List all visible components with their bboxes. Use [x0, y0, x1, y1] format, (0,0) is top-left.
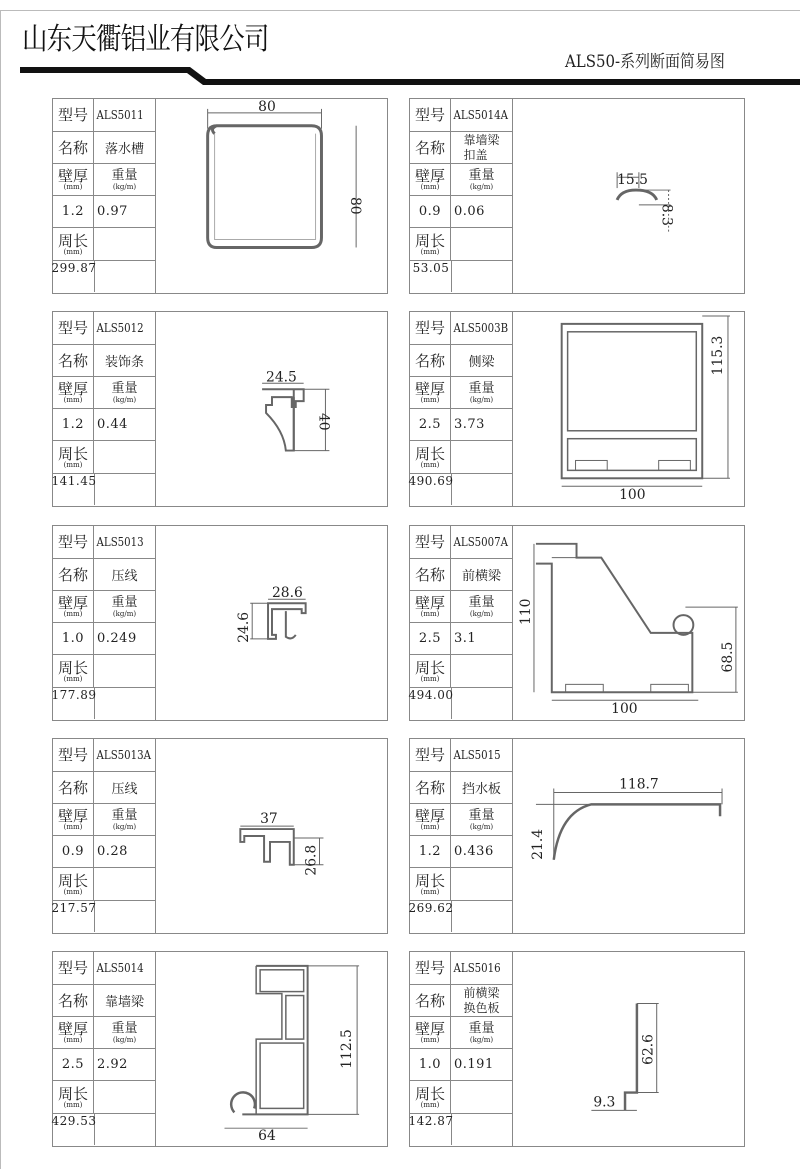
spec-row-model	[410, 739, 512, 772]
spec-row-perimeter-value	[410, 688, 512, 719]
spec-row-model	[410, 99, 512, 132]
model-value: ALS5013	[96, 535, 144, 549]
spec-row-perimeter	[410, 868, 512, 901]
profile-card-als5012	[52, 311, 388, 507]
profile-drawing	[155, 312, 387, 506]
profile-card-als5003b	[409, 311, 745, 507]
spec-row-name	[410, 132, 512, 164]
profile-card-als5007a	[409, 525, 745, 721]
thickness-label: 壁厚 (mm)	[53, 164, 94, 195]
spec-row-values	[410, 836, 512, 868]
svg-text:21.4: 21.4	[529, 828, 546, 860]
svg-text:100: 100	[611, 701, 638, 718]
perimeter-label: 周长 (mm)	[53, 868, 94, 900]
perimeter-value: 142.87	[410, 1114, 452, 1145]
spec-table	[53, 739, 156, 933]
svg-text:28.6: 28.6	[271, 585, 303, 602]
spec-row-perimeter	[53, 441, 155, 474]
spec-row-perimeter	[53, 868, 155, 901]
perimeter-label: 周长 (mm)	[410, 1081, 451, 1113]
profile-drawing	[155, 739, 387, 933]
spec-row-perimeter-value	[410, 901, 512, 932]
weight-label: 重量 (kg/m)	[468, 1021, 495, 1044]
cross-section-diagram	[512, 99, 744, 293]
spec-table	[53, 526, 156, 720]
spec-row-model	[53, 312, 155, 345]
name-value: 前横梁 换色板	[463, 985, 500, 1015]
model-value: ALS5007A	[453, 535, 509, 549]
perimeter-value: 490.69	[410, 474, 452, 505]
name-label: 名称	[53, 985, 94, 1016]
perimeter-blank	[451, 228, 512, 260]
spec-row-headers	[410, 1017, 512, 1049]
spec-table	[53, 99, 156, 293]
spec-row-name	[53, 132, 155, 164]
svg-text:15.5: 15.5	[617, 172, 648, 189]
model-label: 型号	[53, 739, 94, 771]
spec-table	[410, 526, 513, 720]
perimeter-blank	[94, 1081, 155, 1113]
spec-row-headers	[410, 164, 512, 196]
weight-label: 重量 (kg/m)	[111, 168, 138, 191]
spec-row-values	[53, 196, 155, 228]
name-label: 名称	[410, 132, 451, 163]
model-label: 型号	[410, 312, 451, 344]
perimeter-label: 周长 (mm)	[53, 441, 94, 473]
perimeter-value: 269.62	[410, 901, 452, 932]
spec-row-perimeter-value	[53, 688, 155, 719]
spec-table	[53, 952, 156, 1146]
thickness-value: 2.5	[410, 409, 451, 440]
profile-drawing	[512, 952, 744, 1146]
perimeter-value: 53.05	[410, 261, 452, 292]
name-label: 名称	[53, 772, 94, 803]
spec-row-values	[410, 623, 512, 655]
profile-card-als5014a	[409, 98, 745, 294]
spec-row-values	[410, 196, 512, 228]
cross-section-diagram	[512, 739, 744, 933]
name-value: 压线	[111, 569, 138, 584]
model-value: ALS5012	[96, 321, 144, 335]
cross-section-diagram	[155, 526, 387, 720]
spec-row-perimeter-value	[410, 1114, 512, 1145]
cross-section-diagram	[155, 312, 387, 506]
name-value: 装饰条	[104, 355, 144, 370]
spec-row-perimeter-value	[53, 474, 155, 505]
spec-row-perimeter-value	[53, 261, 155, 292]
thickness-value: 1.2	[53, 409, 94, 440]
profile-drawing	[155, 526, 387, 720]
model-value: ALS5011	[96, 108, 144, 122]
spec-row-headers	[53, 804, 155, 836]
thickness-label: 壁厚 (mm)	[410, 591, 451, 622]
perimeter-value-blank	[94, 901, 155, 932]
svg-text:115.3: 115.3	[710, 335, 727, 376]
weight-value: 0.191	[454, 1057, 494, 1072]
weight-label: 重量 (kg/m)	[468, 381, 495, 404]
name-value: 挡水板	[461, 782, 501, 797]
cross-section-diagram	[155, 739, 387, 933]
weight-label: 重量 (kg/m)	[111, 381, 138, 404]
weight-value: 2.92	[97, 1057, 128, 1072]
svg-text:80: 80	[347, 196, 364, 215]
name-label: 名称	[410, 345, 451, 376]
series-title: ALS50-系列断面简易图	[565, 52, 725, 72]
spec-row-headers	[410, 804, 512, 836]
weight-value: 0.436	[454, 844, 494, 859]
name-value: 靠墙梁 扣盖	[463, 132, 500, 162]
spec-row-perimeter	[53, 655, 155, 688]
weight-value: 0.28	[97, 844, 128, 859]
weight-label: 重量 (kg/m)	[111, 1021, 138, 1044]
spec-row-model	[53, 99, 155, 132]
profile-card-als5014	[52, 951, 388, 1147]
profile-drawing	[512, 312, 744, 506]
perimeter-blank	[94, 228, 155, 260]
thickness-label: 壁厚 (mm)	[410, 377, 451, 408]
profile-card-als5015	[409, 738, 745, 934]
profile-card-als5016	[409, 951, 745, 1147]
cross-section-diagram	[155, 99, 387, 293]
name-label: 名称	[410, 772, 451, 803]
spec-row-headers	[410, 377, 512, 409]
profile-drawing	[155, 99, 387, 293]
perimeter-value: 494.00	[410, 688, 452, 719]
perimeter-label: 周长 (mm)	[410, 441, 451, 473]
svg-text:64: 64	[258, 1128, 276, 1145]
spec-row-headers	[53, 164, 155, 196]
spec-row-perimeter	[53, 1081, 155, 1114]
perimeter-label: 周长 (mm)	[53, 1081, 94, 1113]
weight-value: 0.249	[97, 631, 137, 646]
model-label: 型号	[410, 99, 451, 131]
perimeter-value: 177.89	[53, 688, 95, 719]
spec-table	[53, 312, 156, 506]
spec-row-values	[410, 409, 512, 441]
spec-row-name	[410, 345, 512, 377]
perimeter-blank	[451, 1081, 512, 1113]
perimeter-label: 周长 (mm)	[410, 868, 451, 900]
spec-row-perimeter-value	[410, 261, 512, 292]
perimeter-blank	[94, 655, 155, 687]
perimeter-label: 周长 (mm)	[410, 228, 451, 260]
spec-row-headers	[53, 591, 155, 623]
spec-row-headers	[53, 377, 155, 409]
model-value: ALS5003B	[453, 321, 509, 335]
name-value: 落水槽	[104, 142, 144, 157]
perimeter-blank	[451, 441, 512, 473]
perimeter-value-blank	[451, 1114, 512, 1145]
model-value: ALS5014A	[453, 108, 509, 122]
svg-text:110: 110	[518, 598, 535, 625]
spec-row-name	[410, 985, 512, 1017]
svg-text:9.3: 9.3	[593, 1094, 616, 1111]
weight-label: 重量 (kg/m)	[468, 168, 495, 191]
weight-label: 重量 (kg/m)	[468, 595, 495, 618]
svg-text:24.5: 24.5	[266, 369, 297, 386]
thickness-label: 壁厚 (mm)	[410, 1017, 451, 1048]
name-label: 名称	[53, 559, 94, 590]
spec-row-values	[53, 836, 155, 868]
profile-card-als5011	[52, 98, 388, 294]
perimeter-blank	[94, 868, 155, 900]
spec-row-values	[53, 623, 155, 655]
profile-drawing	[512, 526, 744, 720]
spec-row-model	[53, 739, 155, 772]
weight-value: 3.1	[454, 631, 477, 646]
spec-row-perimeter-value	[53, 1114, 155, 1145]
svg-text:40: 40	[315, 412, 332, 431]
perimeter-value-blank	[94, 261, 155, 292]
model-label: 型号	[53, 952, 94, 984]
svg-text:37: 37	[260, 811, 278, 828]
cross-section-diagram	[512, 526, 744, 720]
svg-text:8.3: 8.3	[658, 203, 675, 226]
perimeter-value-blank	[451, 901, 512, 932]
thickness-label: 壁厚 (mm)	[410, 164, 451, 195]
profile-drawing	[155, 952, 387, 1146]
name-value: 侧梁	[468, 355, 495, 370]
model-value: ALS5013A	[96, 748, 152, 762]
svg-text:100: 100	[619, 487, 646, 504]
model-label: 型号	[410, 739, 451, 771]
spec-row-perimeter	[410, 441, 512, 474]
cross-section-diagram	[512, 952, 744, 1146]
svg-text:62.6: 62.6	[640, 1034, 657, 1065]
spec-row-values	[410, 1049, 512, 1081]
spec-row-name	[53, 985, 155, 1017]
perimeter-value: 217.57	[53, 901, 95, 932]
perimeter-value-blank	[451, 261, 512, 292]
perimeter-label: 周长 (mm)	[410, 655, 451, 687]
spec-table	[410, 739, 513, 933]
thickness-value: 1.0	[53, 623, 94, 654]
profile-card-als5013a	[52, 738, 388, 934]
model-value: ALS5016	[453, 961, 501, 975]
weight-value: 3.73	[454, 417, 485, 432]
weight-label: 重量 (kg/m)	[111, 808, 138, 831]
model-label: 型号	[410, 526, 451, 558]
name-label: 名称	[410, 559, 451, 590]
spec-row-model	[410, 526, 512, 559]
svg-text:68.5: 68.5	[719, 641, 736, 673]
spec-row-perimeter	[410, 655, 512, 688]
name-label: 名称	[53, 345, 94, 376]
model-value: ALS5014	[96, 961, 144, 975]
company-name: 山东天衢铝业有限公司	[22, 22, 269, 57]
spec-row-perimeter	[53, 228, 155, 261]
spec-row-values	[53, 1049, 155, 1081]
spec-row-values	[53, 409, 155, 441]
spec-table	[410, 312, 513, 506]
model-value: ALS5015	[453, 748, 501, 762]
spec-row-name	[53, 559, 155, 591]
perimeter-value: 429.53	[53, 1114, 95, 1145]
weight-value: 0.97	[97, 204, 128, 219]
thickness-value: 1.2	[410, 836, 451, 867]
svg-text:112.5: 112.5	[339, 1029, 356, 1069]
cross-section-diagram	[155, 952, 387, 1146]
perimeter-label: 周长 (mm)	[53, 655, 94, 687]
perimeter-blank	[451, 868, 512, 900]
thickness-label: 壁厚 (mm)	[53, 1017, 94, 1048]
perimeter-value-blank	[451, 474, 512, 505]
weight-value: 0.44	[97, 417, 128, 432]
thickness-label: 壁厚 (mm)	[410, 804, 451, 835]
model-label: 型号	[53, 526, 94, 558]
profile-card-als5013	[52, 525, 388, 721]
spec-row-headers	[53, 1017, 155, 1049]
model-label: 型号	[53, 312, 94, 344]
spec-row-name	[410, 559, 512, 591]
spec-row-perimeter-value	[53, 901, 155, 932]
weight-value: 0.06	[454, 204, 485, 219]
svg-text:80: 80	[258, 99, 276, 115]
model-label: 型号	[53, 99, 94, 131]
name-label: 名称	[410, 985, 451, 1016]
spec-row-name	[410, 772, 512, 804]
thickness-label: 壁厚 (mm)	[53, 591, 94, 622]
perimeter-value: 299.87	[53, 261, 95, 292]
thickness-value: 1.2	[53, 196, 94, 227]
spec-row-perimeter-value	[410, 474, 512, 505]
spec-row-model	[53, 952, 155, 985]
spec-row-model	[410, 952, 512, 985]
name-label: 名称	[53, 132, 94, 163]
thickness-label: 壁厚 (mm)	[53, 804, 94, 835]
name-value: 压线	[111, 782, 138, 797]
thickness-value: 2.5	[53, 1049, 94, 1080]
model-label: 型号	[410, 952, 451, 984]
perimeter-value-blank	[94, 688, 155, 719]
spec-row-headers	[410, 591, 512, 623]
thickness-value: 0.9	[410, 196, 451, 227]
spec-row-name	[53, 345, 155, 377]
profile-drawing	[512, 739, 744, 933]
spec-table	[410, 952, 513, 1146]
weight-label: 重量 (kg/m)	[468, 808, 495, 831]
thickness-value: 2.5	[410, 623, 451, 654]
svg-text:24.6: 24.6	[236, 611, 253, 643]
profile-drawing	[512, 99, 744, 293]
spec-row-model	[53, 526, 155, 559]
svg-text:26.8: 26.8	[303, 844, 320, 876]
perimeter-value-blank	[94, 1114, 155, 1145]
perimeter-blank	[451, 655, 512, 687]
perimeter-label: 周长 (mm)	[53, 228, 94, 260]
name-value: 前横梁	[461, 569, 501, 584]
spec-table	[410, 99, 513, 293]
spec-row-perimeter	[410, 1081, 512, 1114]
thickness-value: 0.9	[53, 836, 94, 867]
spec-row-name	[53, 772, 155, 804]
weight-label: 重量 (kg/m)	[111, 595, 138, 618]
thickness-value: 1.0	[410, 1049, 451, 1080]
spec-row-model	[410, 312, 512, 345]
header-rule	[0, 62, 800, 86]
perimeter-blank	[94, 441, 155, 473]
name-value: 靠墙梁	[104, 995, 144, 1010]
perimeter-value: 141.45	[53, 474, 95, 505]
perimeter-value-blank	[94, 474, 155, 505]
thickness-label: 壁厚 (mm)	[53, 377, 94, 408]
svg-text:118.7: 118.7	[619, 776, 659, 793]
perimeter-value-blank	[451, 688, 512, 719]
spec-row-perimeter	[410, 228, 512, 261]
cross-section-diagram	[512, 312, 744, 506]
